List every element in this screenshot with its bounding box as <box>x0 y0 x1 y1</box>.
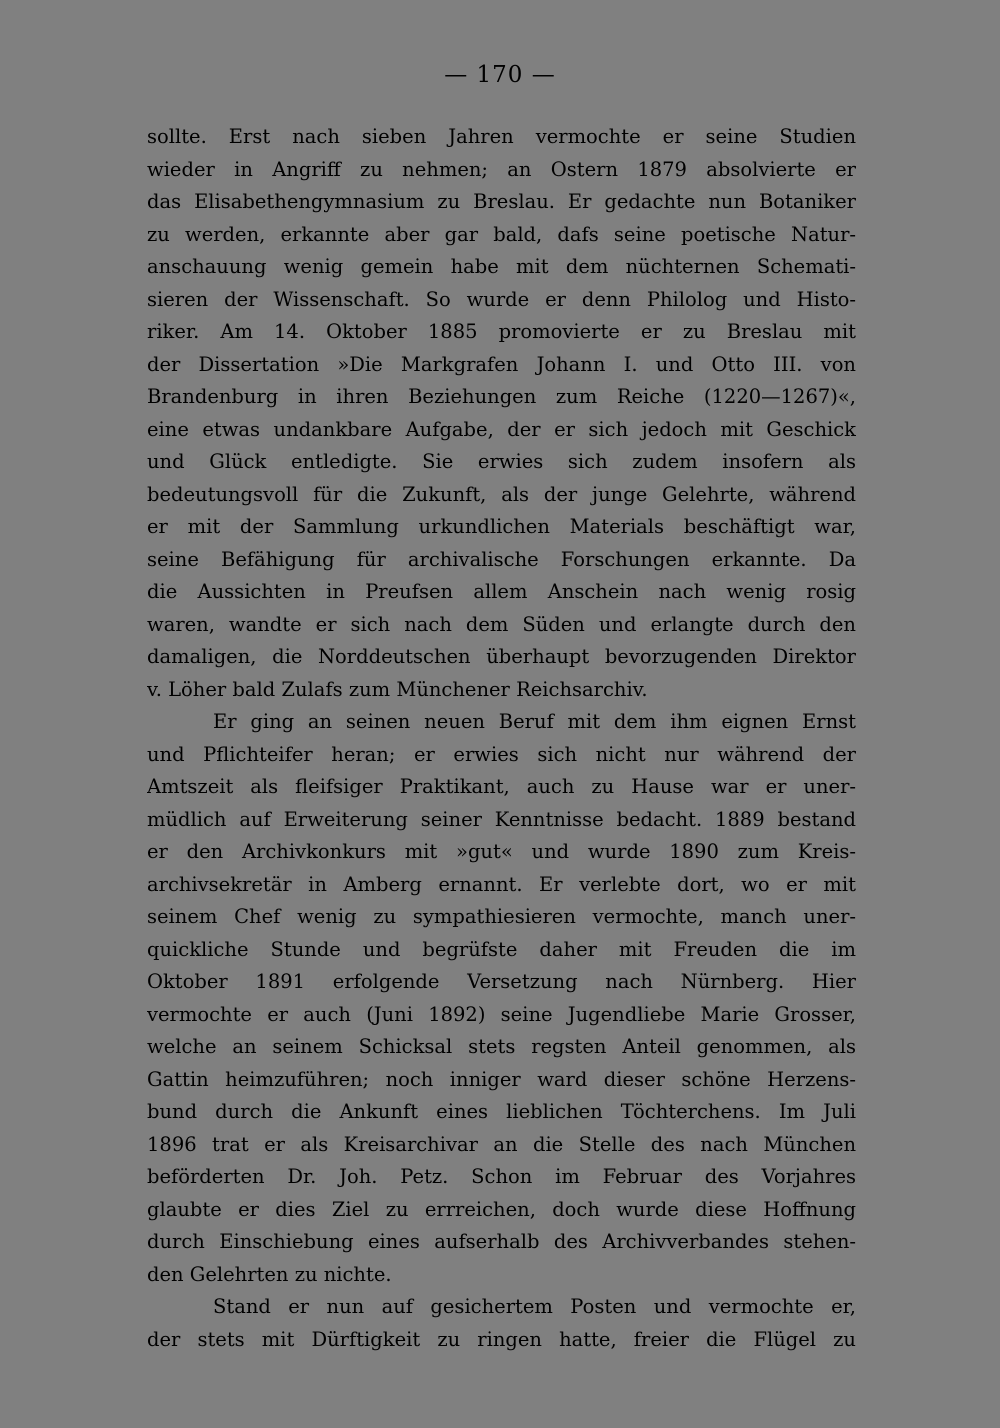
text-line: er den Archivkonkurs mit »gut« und wurde 1890 zum Kreis- <box>147 840 856 863</box>
text-line: der stets mit Dürftigkeit zu ringen hatte, freier die Flügel zu <box>147 1327 856 1351</box>
text-line: riker. Am 14. Oktober 1885 promovierte er zu Breslau mit <box>147 320 856 343</box>
text-line: das Elisabethengymnasium zu Breslau. Er gedachte nun Botaniker <box>147 190 856 213</box>
text-line: die Aussichten in Preufsen allem Anschein nach wenig rosig <box>147 580 856 603</box>
text-line: eine etwas undankbare Aufgabe, der er sich jedoch mit Geschick <box>147 417 856 441</box>
text-line: Er ging an seinen neuen Beruf mit dem ihm eignen Ernst <box>213 710 856 733</box>
text-line: vermochte er auch (Juni 1892) seine Jugendliebe Marie Grosser, <box>147 1002 856 1026</box>
text-line: waren, wandte er sich nach dem Süden und erlangte durch den <box>147 612 856 636</box>
text-line: und Glück entledigte. Sie erwies sich zudem insofern als <box>147 450 856 473</box>
text-line: seinem Chef wenig zu sympathiesieren vermochte, manch uner- <box>147 905 856 928</box>
text-line: Gattin heimzuführen; noch inniger ward dieser schöne Herzens- <box>147 1067 856 1091</box>
text-line: 1896 trat er als Kreisarchivar an die Stelle des nach München <box>147 1132 856 1156</box>
page-number: — 170 — <box>444 62 556 88</box>
text-line: Amtszeit als fleifsiger Praktikant, auch zu Hause war er uner- <box>147 775 856 798</box>
text-line: zu werden, erkannte aber gar bald, dafs seine poetische Natur- <box>147 222 856 246</box>
text-line: archivsekretär in Amberg ernannt. Er verlebte dort, wo er mit <box>147 872 856 896</box>
text-line: glaubte er dies Ziel zu errreichen, doch wurde diese Hoffnung <box>147 1197 856 1221</box>
text-line: er mit der Sammlung urkundlichen Materials beschäftigt war, <box>147 515 856 538</box>
text-line: bedeutungsvoll für die Zukunft, als der junge Gelehrte, während <box>147 482 856 506</box>
text-line: welche an seinem Schicksal stets regsten Anteil genommen, als <box>147 1035 856 1058</box>
text-line: und Pflichteifer heran; er erwies sich nicht nur während der <box>147 742 856 766</box>
text-line: sieren der Wissenschaft. So wurde er denn Philolog und Histo- <box>147 287 856 311</box>
text-line: bund durch die Ankunft eines lieblichen Töchterchens. Im Juli <box>147 1100 856 1123</box>
text-line: v. Löher bald Zulafs zum Münchener Reichsarchiv. <box>147 677 648 701</box>
text-line: Oktober 1891 erfolgende Versetzung nach Nürnberg. Hier <box>147 970 856 993</box>
text-line: den Gelehrten zu nichte. <box>147 1262 392 1286</box>
text-line: wieder in Angriff zu nehmen; an Ostern 1879 absolvierte er <box>147 157 856 181</box>
text-line: sollte. Erst nach sieben Jahren vermochte er seine Studien <box>147 125 856 148</box>
body-text <box>147 121 856 1356</box>
text-line: müdlich auf Erweiterung seiner Kenntnisse bedacht. 1889 bestand <box>147 807 856 831</box>
text-line: beförderten Dr. Joh. Petz. Schon im Februar des Vorjahres <box>147 1165 856 1188</box>
text-line: Stand er nun auf gesichertem Posten und vermochte er, <box>213 1295 856 1318</box>
text-line: seine Befähigung für archivalische Forschungen erkannte. Da <box>147 547 856 571</box>
text-line: der Dissertation »Die Markgrafen Johann I. und Otto III. von <box>147 352 856 376</box>
text-line: Brandenburg in ihren Beziehungen zum Reiche (1220—1267)«, <box>147 385 856 408</box>
text-line: damaligen, die Norddeutschen überhaupt bevorzugenden Direktor <box>147 645 856 668</box>
text-line: quickliche Stunde und begrüfste daher mit Freuden die im <box>147 937 856 961</box>
text-line: anschauung wenig gemein habe mit dem nüchternen Schemati- <box>147 255 856 278</box>
text-line: durch Einschiebung eines aufserhalb des Archivverbandes stehen- <box>147 1230 856 1253</box>
